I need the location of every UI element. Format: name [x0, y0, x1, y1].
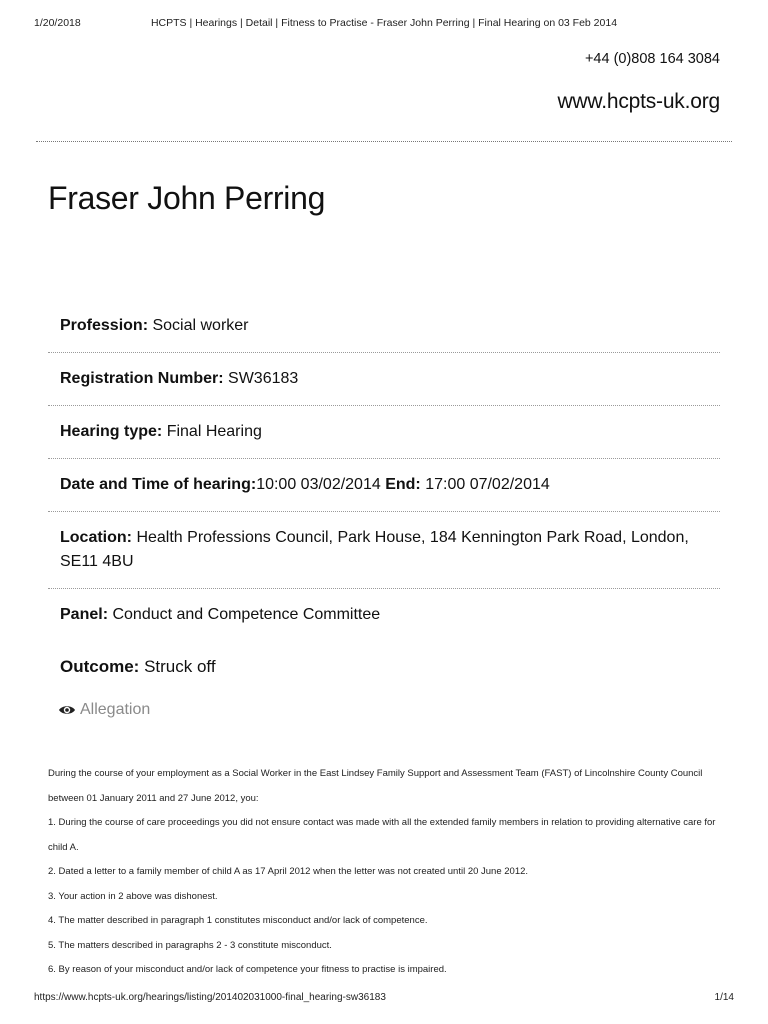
- print-date: 1/20/2018: [34, 17, 81, 29]
- profession-value: Social worker: [152, 317, 249, 334]
- outcome-value: Struck off: [144, 657, 216, 676]
- end-label: End:: [385, 476, 421, 493]
- print-header: [0, 17, 768, 31]
- detail-row-outcome: [48, 641, 720, 693]
- detail-row-panel: [48, 589, 720, 641]
- detail-row-profession: [48, 300, 720, 353]
- header-divider: [36, 141, 732, 142]
- allegation-item: 1. During the course of care proceedings you did not ensure contact was made with all the extended family members in relation to providing alternative care for child A.: [48, 817, 716, 853]
- allegation-intro: During the course of your employment as a Social Worker in the East Lindsey Family Support and Assessment Team (FAST) of Lincolnshire County Council between 01 January 2011 and 27 June 2012, you:: [48, 768, 703, 804]
- location-label: Location:: [60, 529, 132, 546]
- end-value: 17:00 07/02/2014: [425, 476, 550, 493]
- contact-phone[interactable]: +44 (0)808 164 3084: [584, 51, 720, 67]
- allegation-item: 5. The matters described in paragraphs 2 - 3 constitute misconduct.: [48, 939, 332, 951]
- panel-label: Panel:: [60, 606, 109, 623]
- panel-value: Conduct and Competence Committee: [112, 606, 381, 623]
- registration-label: Registration Number:: [60, 370, 224, 387]
- site-url-link[interactable]: www.hcpts-uk.org: [557, 90, 720, 113]
- outcome-label: Outcome:: [60, 657, 140, 676]
- allegation-item: 4. The matter described in paragraph 1 constitutes misconduct and/or lack of competence.: [48, 915, 428, 926]
- allegation-toggle[interactable]: [58, 701, 150, 719]
- location-value: Health Professions Council, Park House, 184 Kennington Park Road, London, SE11 4BU: [60, 529, 689, 570]
- hearing-type-value: Final Hearing: [166, 423, 262, 440]
- detail-row-registration: [48, 353, 720, 406]
- print-url: https://www.hcpts-uk.org/hearings/listing/20140203100​0-final_hearing-sw36183: [34, 992, 386, 1003]
- datetime-value: 10:00 03/02/2014: [256, 476, 381, 493]
- detail-row-location: [48, 512, 720, 589]
- allegation-item: 2. Dated a letter to a family member of child A as 17 April 2012 when the letter was not created until 20 June 2012.: [48, 866, 529, 877]
- print-page-number: 1/14: [714, 992, 734, 1003]
- print-footer: [0, 992, 768, 1006]
- profession-label: Profession:: [60, 317, 149, 334]
- print-document-title: HCPTS | Hearings | Detail | Fitness to Practise - Fraser John Perring | Final Hearing on 03 Feb 2014: [150, 17, 618, 29]
- allegation-text: [48, 762, 728, 983]
- allegation-item: 6. By reason of your misconduct and/or lack of competence your fitness to practise is impaired.: [48, 964, 447, 975]
- hearing-details: [48, 300, 720, 693]
- detail-row-hearing-type: [48, 406, 720, 459]
- page-title: Fraser John Perring: [48, 180, 326, 216]
- allegation-item: 3. Your action in 2 above was dishonest.: [48, 890, 218, 902]
- registration-value: SW36183: [228, 370, 299, 387]
- eye-icon: [58, 703, 76, 717]
- allegation-toggle-label: Allegation: [80, 701, 151, 718]
- hearing-type-label: Hearing type:: [60, 423, 163, 440]
- detail-row-datetime: [48, 459, 720, 512]
- datetime-label: Date and Time of hearing:: [60, 476, 257, 493]
